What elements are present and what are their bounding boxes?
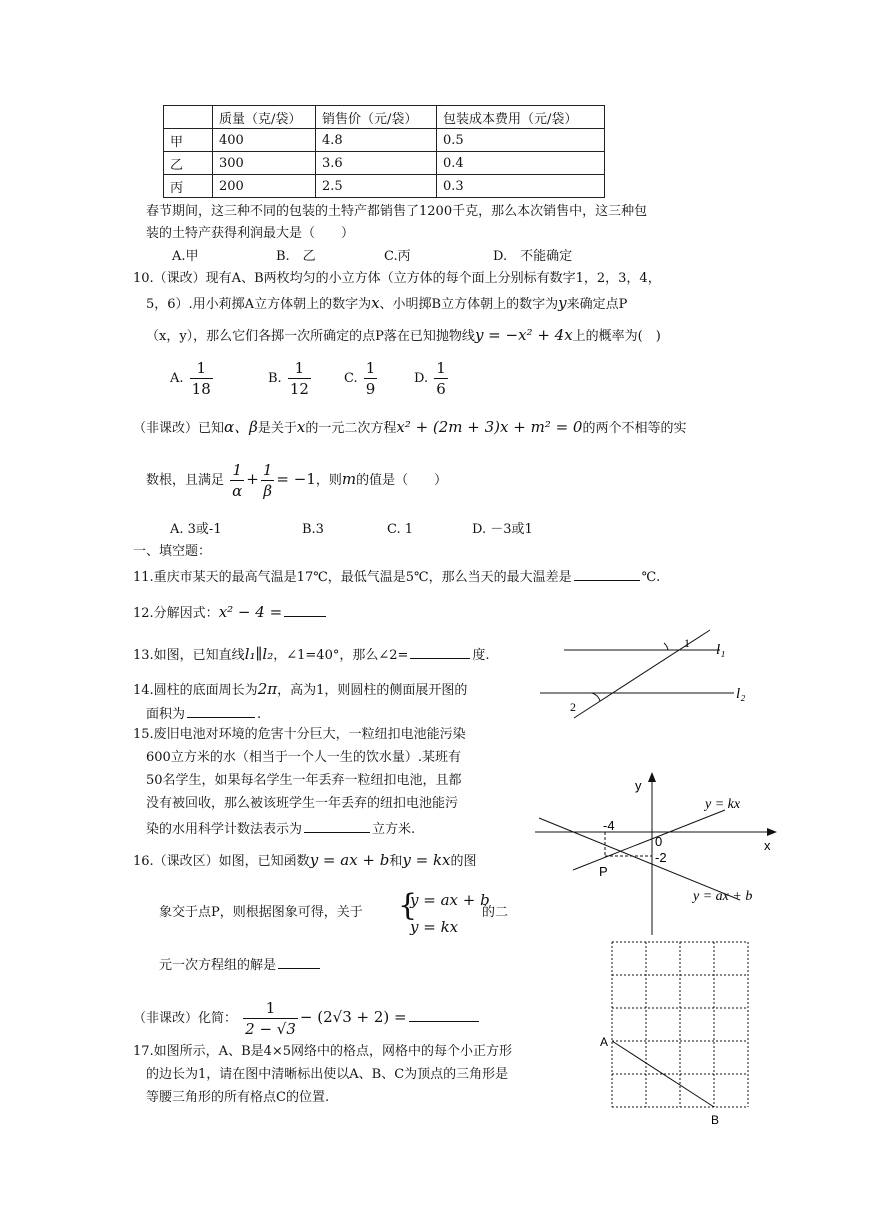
table-header-cell: 包装成本费用（元/袋） bbox=[437, 106, 605, 129]
q17-line2: 的边长为1，请在图中清晰标出使以A、B、C为顶点的三角形是 bbox=[146, 1067, 509, 1082]
q15-line3: 50名学生，如果每名学生一年丢弃一粒纽扣电池，且都 bbox=[146, 773, 462, 788]
function-graph-figure bbox=[535, 770, 785, 940]
option-label: B. bbox=[268, 371, 282, 386]
fraction bbox=[230, 460, 244, 501]
parallel-lines: l₁∥l₂ bbox=[244, 645, 274, 663]
q13-text: 13.如图，已知直线 bbox=[133, 648, 245, 663]
fraction bbox=[261, 460, 275, 501]
frac-den: 2 − √3 bbox=[245, 1020, 296, 1038]
q13 bbox=[133, 645, 490, 664]
q16-line3 bbox=[159, 955, 322, 974]
q17-line1: 17.如图所示，A、B是4×5网络中的格点，网格中的每个小正方形 bbox=[133, 1044, 513, 1059]
grid-lines bbox=[612, 942, 748, 1107]
answer-blank bbox=[187, 704, 255, 718]
origin-label: 0 bbox=[655, 834, 663, 849]
table-header-cell bbox=[164, 106, 213, 129]
q17-line3: 等腰三角形的所有格点C的位置. bbox=[146, 1090, 330, 1105]
table-cell: 2.5 bbox=[316, 175, 437, 198]
q16-line2a: 象交于点P，则根据图象可得，关于 bbox=[159, 905, 363, 920]
q11-text: 11.重庆市某天的最高气温是17℃，最低气温是5℃，那么当天的最大温差是 bbox=[133, 570, 572, 585]
q10b-line1 bbox=[133, 418, 687, 437]
q13-unit: 度. bbox=[472, 648, 490, 663]
q15-text: 立方米. bbox=[372, 822, 416, 837]
q9-line1: 春节期间，这三种不同的包装的土特产都销售了1200千克，那么本次销售中，这三种包 bbox=[146, 204, 648, 219]
q10-option-b bbox=[268, 358, 313, 399]
table-cell: 丙 bbox=[164, 175, 213, 198]
q16b-text: （非课改）化简： bbox=[133, 1011, 238, 1026]
y-axis-label: y bbox=[635, 778, 642, 793]
q15-text: 染的水用科学计数法表示为 bbox=[146, 822, 303, 837]
q16-text: 16.（课改区）如图，已知函数 bbox=[133, 854, 310, 869]
frac-num: 1 bbox=[230, 460, 244, 481]
q10b-option-a: A. 3或-1 bbox=[170, 522, 222, 537]
table-cell: 0.3 bbox=[437, 175, 605, 198]
q9-option-b: B. 乙 bbox=[276, 249, 316, 264]
point-p-label: P bbox=[599, 864, 608, 879]
brace: { bbox=[398, 888, 418, 923]
frac-num: 1 bbox=[243, 998, 298, 1019]
y-axis-arrow bbox=[648, 772, 656, 782]
tick-label-neg4: -4 bbox=[603, 818, 615, 833]
q10b-line2 bbox=[146, 460, 447, 501]
point-a-label: A bbox=[600, 1035, 609, 1049]
q16-text: 的图 bbox=[450, 854, 477, 869]
q16b bbox=[133, 998, 481, 1039]
fraction bbox=[243, 998, 298, 1039]
angle1-arc bbox=[664, 643, 668, 650]
q10b-text: 的两个不相等的实 bbox=[582, 421, 687, 436]
q10b-text: 的一元二次方程 bbox=[305, 421, 397, 436]
q16b-expression: − (2√3 + 2) = bbox=[299, 1008, 407, 1026]
parabola-formula: y = −x² + 4x bbox=[474, 326, 573, 344]
table-row bbox=[164, 175, 605, 198]
table-cell: 300 bbox=[213, 152, 316, 175]
section-heading: 一、填空题： bbox=[133, 544, 212, 559]
point-b-label: B bbox=[711, 1113, 720, 1127]
q9-option-c: C.丙 bbox=[384, 249, 411, 264]
q15-line1: 15.废旧电池对环境的危害十分巨大，一粒纽扣电池能污染 bbox=[133, 727, 466, 742]
q12 bbox=[133, 603, 328, 622]
table-cell: 0.4 bbox=[437, 152, 605, 175]
table-header-cell: 销售价（元/袋） bbox=[316, 106, 437, 129]
x-axis-arrow bbox=[767, 828, 777, 836]
line-kx bbox=[573, 810, 725, 870]
table-cell: 200 bbox=[213, 175, 316, 198]
table-row bbox=[164, 129, 605, 152]
fraction bbox=[364, 358, 378, 399]
var-x: x bbox=[371, 294, 380, 312]
frac-den: 12 bbox=[289, 380, 309, 398]
table-cell: 400 bbox=[213, 129, 316, 152]
q10b-text: ，则 bbox=[315, 473, 342, 488]
line-ax-b bbox=[539, 818, 740, 900]
axb-label: y = ax + b bbox=[693, 889, 753, 904]
option-label: D. bbox=[414, 371, 429, 386]
q10b-option-c: C. 1 bbox=[387, 522, 414, 537]
q10b-text: （非课改）已知 bbox=[133, 421, 225, 436]
q10b-text: 数根，且满足 bbox=[146, 473, 225, 488]
parallel-lines-figure bbox=[540, 625, 760, 725]
frac-num: 1 bbox=[436, 359, 446, 377]
frac-den: 9 bbox=[365, 380, 376, 398]
q16-line2b: 的二 bbox=[482, 905, 509, 920]
frac-den: 18 bbox=[191, 380, 211, 398]
var-x: x bbox=[296, 418, 306, 436]
answer-blank bbox=[410, 645, 470, 659]
q10b-text: 的值是（ ） bbox=[356, 473, 448, 488]
table-header-row bbox=[164, 106, 605, 129]
fraction bbox=[288, 358, 311, 399]
angle1-label: 1 bbox=[684, 636, 690, 650]
answer-blank bbox=[284, 603, 326, 617]
q10-option-c bbox=[344, 358, 379, 399]
q10-text: 5，6）.用小莉掷A立方体朝上的数字为 bbox=[146, 297, 372, 312]
q11-unit: ℃. bbox=[641, 570, 661, 585]
q14-text: 面积为 bbox=[146, 707, 186, 722]
q9-option-d: D. 不能确定 bbox=[493, 249, 573, 264]
table-cell: 乙 bbox=[164, 152, 213, 175]
q11 bbox=[133, 567, 660, 586]
eq-rhs: = −1 bbox=[276, 470, 316, 488]
q16-text: 元一次方程组的解是 bbox=[159, 958, 277, 973]
q15-line2: 600立方米的水（相当于一个人一生的饮水量）.某班有 bbox=[146, 750, 461, 765]
plus-sign: + bbox=[246, 470, 259, 488]
q14-text: 14.圆柱的底面周长为 bbox=[133, 683, 258, 698]
fraction bbox=[190, 358, 213, 399]
q12-expression: x² − 4 = bbox=[218, 603, 283, 621]
q10-option-a bbox=[170, 358, 215, 399]
q9-line2: 装的土特产获得利润最大是（ ） bbox=[146, 226, 355, 241]
frac-num: 1 bbox=[288, 358, 311, 379]
function-linear: y = ax + b bbox=[309, 851, 390, 869]
answer-blank bbox=[304, 819, 370, 833]
angle2-label: 2 bbox=[570, 700, 576, 714]
option-label: C. bbox=[344, 371, 358, 386]
answer-blank bbox=[278, 955, 320, 969]
table-cell: 0.5 bbox=[437, 129, 605, 152]
q14-expression: 2π bbox=[257, 680, 278, 698]
answer-blank bbox=[574, 567, 640, 581]
q15-line4: 没有被回收，那么被该班学生一年丢弃的纽扣电池能污 bbox=[146, 796, 459, 811]
q14-line1 bbox=[133, 680, 467, 699]
q16-line1 bbox=[133, 851, 477, 870]
frac-num: 1 bbox=[262, 461, 273, 479]
var-y: y bbox=[558, 294, 567, 312]
fraction bbox=[434, 358, 448, 399]
q10-line1: 10.（课改）现有A、B两枚均匀的小立方体（立方体的每个面上分别标有数字1，2，3，4， bbox=[133, 271, 661, 286]
x-axis-label: x bbox=[764, 838, 771, 853]
frac-den: α bbox=[232, 482, 243, 500]
q10-line3 bbox=[146, 326, 661, 345]
q10b-text: 是关于 bbox=[257, 421, 297, 436]
frac-num: 1 bbox=[365, 359, 376, 377]
q10-text: 上的概率为( ) bbox=[572, 329, 661, 344]
table-cell: 4.8 bbox=[316, 129, 437, 152]
q14-line2 bbox=[146, 704, 261, 723]
frac-den: 6 bbox=[436, 380, 446, 398]
function-proportional: y = kx bbox=[402, 851, 451, 869]
system-eq2: y = kx bbox=[410, 918, 459, 936]
frac-num: 1 bbox=[190, 358, 213, 379]
l2-label: l₂ bbox=[736, 686, 746, 702]
q14-end: . bbox=[257, 707, 262, 722]
answer-blank bbox=[409, 1008, 479, 1022]
q13-text: ，∠1=40°，那么∠2= bbox=[273, 648, 409, 663]
q10-option-d bbox=[414, 358, 450, 399]
table-row bbox=[164, 152, 605, 175]
q10b-option-d: D. －3或1 bbox=[472, 522, 533, 537]
q10-line2 bbox=[146, 294, 627, 313]
angle2-arc bbox=[592, 693, 600, 701]
var-m: m bbox=[341, 470, 357, 488]
q10-text: 来确定点P bbox=[566, 297, 628, 312]
q12-text: 12.分解因式： bbox=[133, 606, 219, 621]
table-header-cell: 质量（克/袋） bbox=[213, 106, 316, 129]
table-cell: 3.6 bbox=[316, 152, 437, 175]
product-table bbox=[163, 105, 605, 198]
q10-text: 、小明掷B立方体朝上的数字为 bbox=[379, 297, 559, 312]
l1-label: l₁ bbox=[716, 642, 726, 658]
quadratic-equation: x² + (2m + 3)x + m² = 0 bbox=[396, 418, 583, 436]
q10-text: （x，y），那么它们各掷一次所确定的点P落在已知抛物线 bbox=[146, 329, 475, 344]
q16-text: 和 bbox=[389, 854, 403, 869]
tick-label-neg2: -2 bbox=[655, 850, 667, 865]
grid-figure bbox=[598, 940, 758, 1130]
q9-option-a: A.甲 bbox=[172, 249, 199, 264]
q15-line5 bbox=[146, 819, 415, 838]
q14-text: ，高为1，则圆柱的侧面展开图的 bbox=[277, 683, 468, 698]
frac-den: β bbox=[263, 482, 272, 500]
kx-label: y = kx bbox=[705, 797, 741, 812]
table-cell: 甲 bbox=[164, 129, 213, 152]
option-label: A. bbox=[170, 371, 184, 386]
greek-roots: α、β bbox=[224, 418, 258, 436]
segment-ab bbox=[612, 1041, 714, 1107]
q10b-option-b: B.3 bbox=[302, 522, 324, 537]
system-eq1: y = ax + b bbox=[410, 891, 490, 909]
